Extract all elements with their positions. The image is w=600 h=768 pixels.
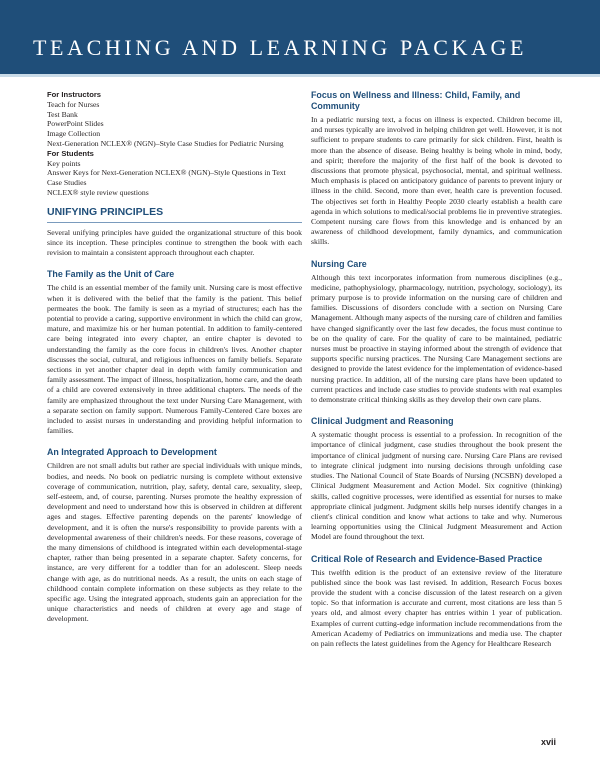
page-number: xvii: [540, 737, 556, 747]
resource-list: [47, 90, 302, 198]
research-paragraph: This twelfth edition is the product of an extensive review of the literature published since the book was last revised. In addition, Research Focus boxes provide the student with a concise discussion of the latest research on a given topic. So that information is accurate and current, most citations are less than 5 years old, and almost every chapter has entries within 1 year of publication. Examples of current cutting-edge information include recommendations from the American Academy of Pediatrics on immunizations and media use. The chapter on pain reflects the latest guidelines from the Agency for Healthcare Research: [311, 567, 562, 648]
wellness-paragraph: In a pediatric nursing text, a focus on illness is expected. Children become ill, and nurses typically are involved in helping children get well. However, it is not sufficient to prepare students to care primarily for sick children. First, health is more than the absence of disease. Being healthy is being whole in mind, body, and spirit; therefore the majority of the first half of the book is devoted to discussions that promote physical, psychosocial, mental, and spiritual wellness. Much emphasis is placed on anticipatory guidance of parents to prevent injury or illness in the child. Second, more than ever, health care is prevention focused. The objectives set forth in Healthy People 2030 clearly establish a health care agenda in which solutions to medical/social problems lie in preventive strategies. Competent nursing care flows from this knowledge and is enhanced by an awareness of childhood development, family dynamics, and communication skills.: [311, 115, 562, 247]
integrated-paragraph: Children are not small adults but rather are special individuals with unique minds, bodies, and needs. No book on pediatric nursing is complete without extensive coverage of communication, nutrition, play, safety, dental care, sexuality, sleep, self-esteem, and, of course, parenting. Nurses promote the healthy expression of development and need to understand how this is observed in children at different ages and stages. Effective parenting depends on the parents' knowledge of development, and it is often the nurse's responsibility to provide parents with a developmental awareness of their children's needs. For these reasons, coverage of the many dimensions of childhood is integrated within each developmental-stage chapter, rather than being presented in a separate chapter. Safety concerns, for instance, are very different for a toddler than for an adolescent. Sleep needs change with age, as do nutritional needs. As a result, the units on each stage of childhood contain complete information on these subjects as they relate to the specific age. Using the integrated approach, students gain an appreciation for the unique characteristics and needs of children at every age and stage of development.: [47, 461, 302, 624]
list-item: Test Bank: [47, 109, 78, 119]
nursing-care-paragraph: Although this text incorporates information from numerous disciplines (e.g., medicine, pathophysiology, pharmacology, nutrition, psychology, sociology), its primary purpose is to provide information on the nursing care of children and families. Discussions of disorders conclude with a section on Nursing Care Management. Although many aspects of the nursing care of children and families have changed significantly over the last few decades, the focus must continue to be on the quality of care. For the quality of care to be maintained, pediatric nurses must be proactive in staying informed about the strength of evidence that supports specific nursing practices. The Nursing Care Management sections are designed to provide the latest evidence for the implementation of evidence-based nursing practice. In addition, all of the nursing care plans have been updated to current practices and include case studies to provide students with real examples to demonstrate critical thinking skills as they develop their own care plans.: [311, 272, 562, 405]
unifying-principles-heading: UNIFYING PRINCIPLES: [47, 206, 302, 223]
research-heading: Critical Role of Research and Evidence-Based Practice: [311, 553, 543, 564]
list-item: Teach for Nurses: [47, 99, 100, 109]
list-item: NCLEX® style review questions: [47, 187, 149, 197]
students-heading: For Students: [47, 148, 94, 158]
instructors-heading: For Instructors: [47, 90, 102, 99]
family-paragraph: The child is an essential member of the family unit. Nursing care is most effective when it is delivered with the belief that the family is the patient. This belief permeates the book. The family is seen as a myriad of structures; each has the potential to provide a caring, supportive environment in which the child can grow, mature, and maximize his or her human potential. In addition to family-centered care being integrated into every chapter, an entire chapter is devoted to understanding the family as the core focus in children's lives. Another chapter discusses the social, cultural, and religious influences on family beliefs. Separate sections in yet another chapter deal in depth with family communication and family assessment. The impact of illness, hospitalization, home care, and the death of a child are covered extensively in three additional chapters. The needs of the family are emphasized throughout the text under Nursing Care Management, with a separate section on family support. Numerous Family-Centered Care boxes are included to assist nurses in understanding and providing helpful information to families.: [47, 283, 302, 436]
list-item: PowerPoint Slides: [47, 119, 104, 129]
list-item: Case Studies: [47, 178, 87, 188]
list-item: Image Collection: [47, 129, 101, 139]
wellness-heading: Focus on Wellness and Illness: Child, Family, and Community: [311, 90, 521, 111]
header-banner: [0, 0, 600, 77]
right-column: [311, 90, 562, 654]
clinical-judgment-heading: Clinical Judgment and Reasoning: [311, 416, 454, 427]
nursing-care-heading: Nursing Care: [311, 258, 367, 269]
unifying-intro: Several unifying principles have guided the organizational structure of this book since its inception. These principles continue to strengthen the book with each revision to maintain a consistent approach throughout each chapter.: [47, 227, 302, 258]
clinical-judgment-paragraph: A systematic thought process is essential to a profession. In recognition of the importance of clinical judgment, case studies throughout the book present the importance of clinical judgment of nursing care. Nursing Care Plans are revised to integrate clinical judgment into nursing decisions through unfolding case studies. The National Council of State Boards of Nursing (NCSBN) developed a Clinical Judgment Measurement and Action Model. Six cognitive (thinking) skills, called cognitive processes, were identified as essential for nurses to make appropriate clinical judgment. Judgment skills help nurses identify changes in a client's clinical condition and know what actions to take and why. Numerous learning opportunities using the Clinical Judgment Measurement and Action Model are found throughout the text.: [311, 430, 562, 542]
left-column: [47, 90, 302, 630]
list-item: Answer Keys for Next-Generation NCLEX® (NGN)–Style Questions in Text: [47, 168, 286, 178]
page-title: TEACHING AND LEARNING PACKAGE: [33, 35, 528, 60]
list-item: Next-Generation NCLEX® (NGN)–Style Case Studies for Pediatric Nursing: [47, 138, 284, 148]
integrated-heading: An Integrated Approach to Development: [47, 447, 217, 458]
family-heading: The Family as the Unit of Care: [47, 269, 175, 280]
list-item: Key points: [47, 158, 81, 168]
